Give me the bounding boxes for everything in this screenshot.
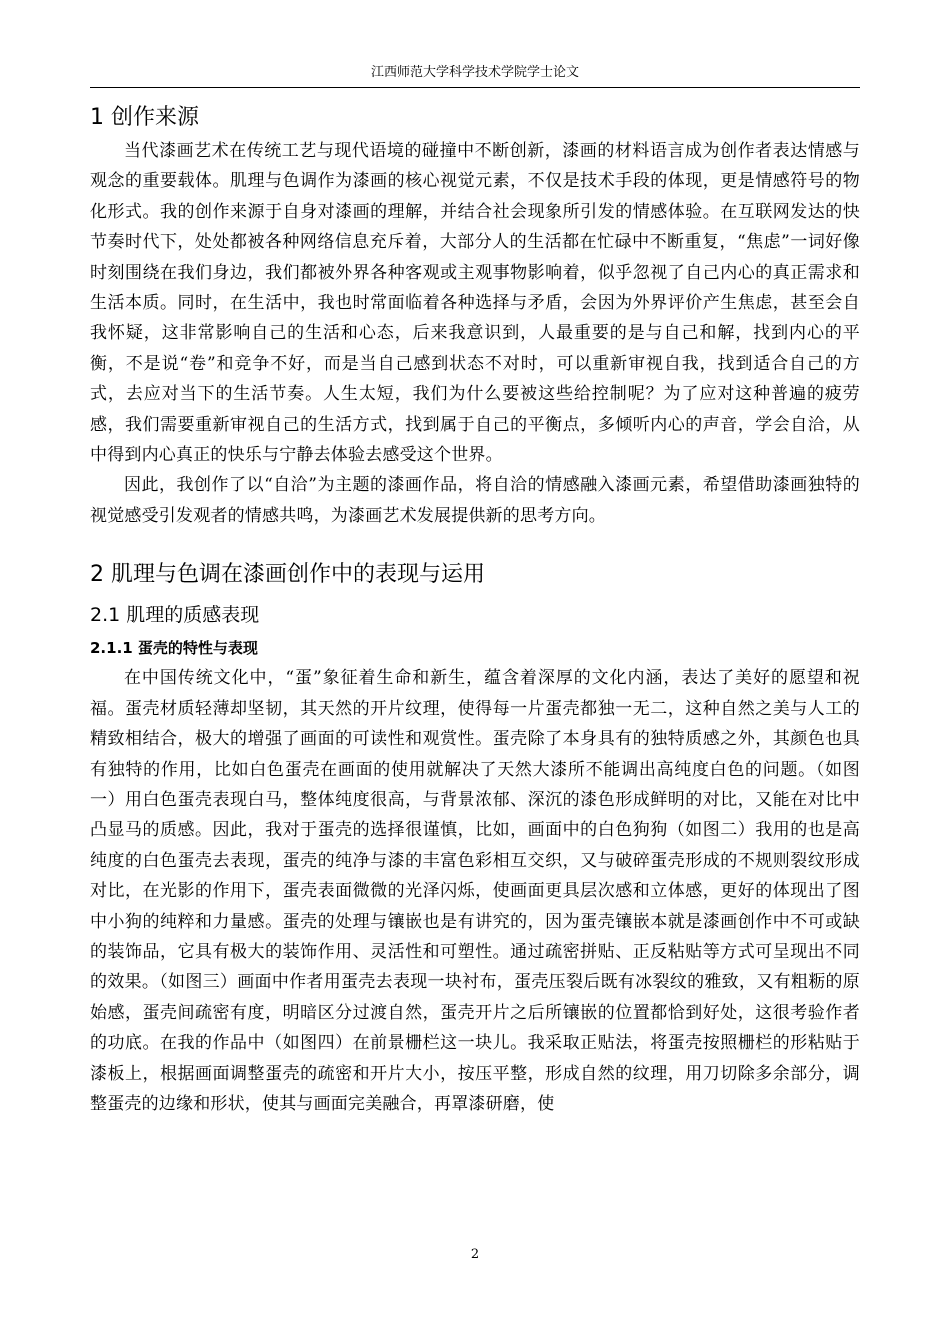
page-number: 2 (470, 1247, 480, 1262)
document-page (90, 0, 860, 1344)
section-heading-2: 2 肌理与色调在漆画创作中的表现与运用 (90, 562, 485, 588)
body-paragraph: 在中国传统文化中，“蛋”象征着生命和新生，蕴含着深厚的文化内涵，表达了美好的愿望和祝福。蛋壳材质轻薄却坚韧，其天然的开片纹理，使得每一片蛋壳都独一无二，这种自然之美与人工的精致相结合，极大的增强了画面的可读性和观赏性。蛋壳除了本身具有的独特质感之外，其颜色也具有独特的作用，比如白色蛋壳在画面的使用就解决了天然大漆所不能调出高纯度白色的问题。（如图一）用白色蛋壳表现白马，整体纯度很高，与背景浓郁、深沉的漆色形成鲜明的对比，又能在对比中凸显马的质感。因此，我对于蛋壳的选择很谨慎，比如，画面中的白色狗狗（如图二）我用的也是高纯度的白色蛋壳去表现，蛋壳的纯净与漆的丰富色彩相互交织，又与破碎蛋壳形成的不规则裂纹形成对比，在光影的作用下，蛋壳表面微微的光泽闪烁，使画面更具层次感和立体感，更好的体现出了图中小狗的纯粹和力量感。蛋壳的处理与镶嵌也是有讲究的，因为蛋壳镶嵌本就是漆画创作中不可或缺的装饰品，它具有极大的装饰作用、灵活性和可塑性。通过疏密拼贴、正反粘贴等方式可呈现出不同的效果。（如图三）画面中作者用蛋壳去表现一块衬布，蛋壳压裂后既有冰裂纹的雅致，又有粗粝的原始感，蛋壳间疏密有度，明暗区分过渡自然，蛋壳开片之后所镶嵌的位置都恰到好处，这很考验作者的功底。在我的作品中（如图四）在前景栅栏这一块儿。我采取正贴法，将蛋壳按照栅栏的形粘贴于漆板上，根据画面调整蛋壳的疏密和开片大小，按压平整，形成自然的纹理，用刀切除多余部分，调整蛋壳的边缘和形状，使其与画面完美融合，再罩漆研磨，使 (90, 668, 860, 1114)
body-paragraph: 当代漆画艺术在传统工艺与现代语境的碰撞中不断创新，漆画的材料语言成为创作者表达情感与观念的重要载体。肌理与色调作为漆画的核心视觉元素，不仅是技术手段的体现，更是情感符号的物化形式。我的创作来源于自身对漆画的理解，并结合社会现象所引发的情感体验。在互联网发达的快节奏时代下，处处都被各种网络信息充斥着，大部分人的生活都在忙碌中不断重复，“焦虑”一词好像时刻围绕在我们身边，我们都被外界各种客观或主观事物影响着，似乎忽视了自己内心的真正需求和生活本质。同时，在生活中，我也时常面临着各种选择与矛盾，会因为外界评价产生焦虑，甚至会自我怀疑，这非常影响自己的生活和心态，后来我意识到，人最重要的是与自己和解，找到内心的平衡，不是说“卷”和竞争不好，而是当自己感到状态不对时，可以重新审视自我，找到适合自己的方式，去应对当下的生活节奏。人生太短，我们为什么要被这些给控制呢？为了应对这种普遍的疲劳感，我们需要重新审视自己的生活方式，找到属于自己的平衡点，多倾听内心的声音，学会自洽，从中得到内心真正的快乐与宁静去体验去感受这个世界。 (90, 141, 860, 466)
body-paragraph: 因此，我创作了以“自洽”为主题的漆画作品，将自洽的情感融入漆画元素，希望借助漆画独特的视觉感受引发观者的情感共鸣，为漆画艺术发展提供新的思考方向。 (90, 475, 860, 526)
subsection-heading: 2.1 肌理的质感表现 (90, 604, 260, 627)
section-heading-1: 1 创作来源 (90, 105, 199, 130)
subsubsection-heading: 2.1.1 蛋壳的特性与表现 (90, 639, 258, 658)
page-content (90, 100, 860, 1119)
header-rule (90, 87, 860, 88)
running-header: 江西师范大学科学技术学院学士论文 (370, 65, 579, 80)
